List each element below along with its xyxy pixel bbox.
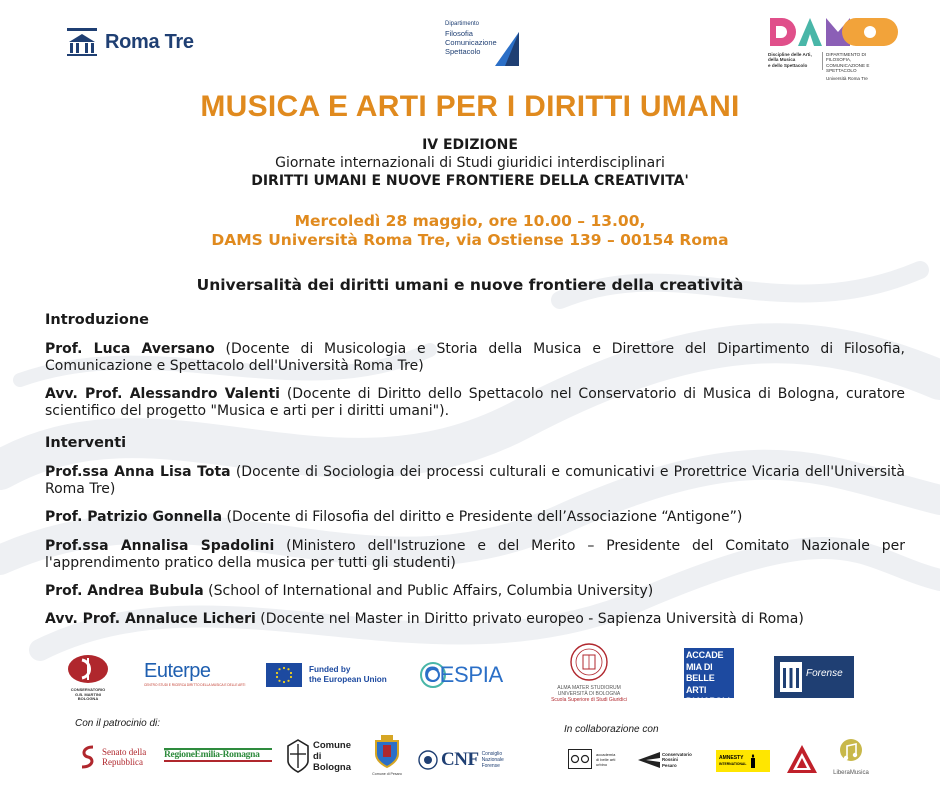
rossini-l2: Rossini [662, 757, 678, 763]
unibo-l2: UNIVERSITÀ DI BOLOGNA [557, 690, 621, 697]
euterpe-text: Euterpe [144, 660, 211, 682]
unibo-l3: Scuola Superiore di Studi Giuridici [551, 696, 627, 703]
comune-bologna-logo [286, 738, 360, 774]
speaker-aversano [45, 341, 905, 375]
patrocinio-label: Con il patrocinio di: [75, 718, 161, 729]
euterpe-logo [144, 660, 246, 694]
speaker-gonnella [45, 509, 905, 526]
unibo-l1: ALMA MATER STUDIORUM [557, 685, 621, 691]
amnesty-l2: INTERNATIONAL [719, 762, 747, 766]
cnf-logo [418, 748, 504, 772]
eu-l1: Funded by [309, 665, 351, 674]
event-line1: Giornate internazionali di Studi giuridici interdisciplinari [275, 155, 665, 171]
event-venue: DAMS Università Roma Tre, via Ostiense 139 – 00154 Roma [211, 231, 729, 249]
speaker-name: Prof.ssa Annalisa Spadolini [45, 538, 275, 554]
dip-label: Dipartimento [445, 21, 480, 27]
rossini-l1: Conservatorio [662, 752, 692, 758]
senato-l1: Senato della [102, 747, 147, 757]
speaker-name: Avv. Prof. Alessandro Valenti [45, 386, 280, 402]
speaker-name: Prof. Patrizio Gonnella [45, 509, 223, 525]
dams-divider [822, 52, 823, 70]
dipartimento-logo [445, 20, 520, 68]
alma-mater-logo [540, 642, 638, 708]
roma-tre-logo [67, 28, 194, 56]
event-date: Mercoledì 28 maggio, ore 10.00 – 13.00, [294, 212, 646, 230]
euterpe-sub: CENTRO STUDI E RICERCA DIRITTO DELLA MUSICA E DELLE ARTI [144, 683, 246, 687]
regione-text: RegioneEmilia-Romagna [164, 750, 260, 760]
dip-triangle-icon [495, 32, 519, 66]
event-line2: DIRITTI UMANI E NUOVE FRONTIERE DELLA CREATIVITA' [251, 173, 689, 189]
accademia-napoli-logo [684, 648, 734, 706]
liberamusica-icon [838, 738, 864, 768]
cnf-emblem-icon [418, 750, 438, 770]
speaker-desc: (Docente nel Master in Diritto privato europeo - Sapienza Università di Roma) [255, 611, 804, 627]
urbino-l1: accademia [596, 751, 616, 757]
speaker-desc: (Docente di Filosofia del diritto e Presidente dell’Associazione “Antigone”) [222, 509, 743, 525]
cespia-logo [418, 660, 506, 690]
senato-logo [78, 742, 158, 772]
unibo-seal-icon [569, 642, 609, 682]
roma-tre-icon [67, 28, 97, 56]
senato-icon [78, 744, 98, 770]
acc-l2: MIA DI [686, 661, 713, 672]
speaker-desc: (Docente di Musicologia e Storia della Musica e Direttore del Dipartimento di Filosofia, Comunicazione e Spettacolo dell'Università Roma Tre) [45, 341, 905, 374]
dip-filosofia: Filosofia [445, 29, 473, 38]
dams-cap-r1: DIPARTIMENTO DI FILOSOFIA, [826, 52, 867, 63]
dams-cap-r2: COMUNICAZIONE E SPETTACOLO [826, 62, 870, 74]
interventi-heading: Interventi [45, 435, 127, 451]
edition: IV EDIZIONE [422, 137, 518, 153]
cons-l1: CONSERVATORIO [70, 687, 106, 692]
antigone-logo [786, 744, 818, 774]
regione-logo [164, 748, 272, 766]
speaker-name: Prof. Luca Aversano [45, 341, 215, 357]
event-title: MUSICA E ARTI PER I DIRITTI UMANI [200, 90, 740, 123]
conservatorio-icon [64, 654, 112, 684]
senato-l2: Repubblica [102, 757, 143, 767]
comune-pesaro-logo [368, 734, 406, 778]
speaker-spadolini [45, 538, 905, 572]
forense-logo [774, 656, 854, 698]
speaker-valenti [45, 386, 905, 420]
cnf-l2: Nazionale [481, 757, 504, 763]
dip-comunicazione: Comunicazione [445, 38, 497, 47]
acc-l3: BELLE ARTI [686, 673, 715, 695]
pesaro-crest-icon [372, 734, 402, 768]
candle-icon [749, 754, 757, 768]
rossini-l3: Pesaro [662, 762, 677, 768]
bologna-crest-icon [286, 739, 310, 773]
antigone-icon [786, 744, 818, 774]
speaker-desc: (School of International and Public Affairs, Columbia University) [203, 583, 654, 599]
speaker-desc: (Docente di Sociologia dei processi culturali e comunicativi e Prorettrice Vicaria dell'Università Roma Tre) [45, 464, 905, 497]
comune-l1: Comune [313, 739, 351, 751]
conservatorio-logo [64, 654, 112, 700]
acc-l1: ACCADE [686, 650, 724, 660]
speaker-name: Avv. Prof. Annaluce Licheri [45, 611, 256, 627]
cnf-l3: Forense [481, 763, 500, 769]
dams-cap-l1: Discipline delle Arti, [768, 52, 812, 57]
dip-spettacolo: Spettacolo [445, 47, 481, 56]
cespia-text: CESPIA [424, 662, 503, 687]
dams-logo [768, 16, 892, 80]
conservatorio-rossini-logo [638, 748, 704, 772]
eu-flag-icon [266, 663, 302, 687]
urbino-l3: urbino [596, 761, 608, 767]
collaborazione-label: In collaborazione con [564, 724, 659, 735]
dams-cap-r3: Università Roma Tre [826, 75, 868, 81]
forense-columns-icon [780, 662, 802, 692]
session-subtitle: Universalità dei diritti umani e nuove frontiere della creatività [196, 276, 744, 294]
rossini-icon [638, 750, 660, 770]
speaker-name: Prof.ssa Anna Lisa Tota [45, 464, 231, 480]
amnesty-logo [716, 750, 770, 772]
speaker-tota [45, 464, 905, 498]
eu-l2: the European Union [309, 675, 387, 684]
liberamusica-text: LiberaMusica [833, 770, 869, 776]
acc-l4: DI NAPOLI [686, 696, 730, 706]
forense-text: Forense [806, 668, 843, 679]
dams-letters-icon [768, 16, 892, 48]
speaker-name: Prof. Andrea Bubula [45, 583, 204, 599]
accademia-urbino-logo [568, 746, 634, 772]
intro-heading: Introduzione [45, 312, 149, 328]
cnf-l1: Consiglio [481, 751, 503, 757]
roma-tre-text: Roma Tre [105, 30, 194, 53]
speaker-desc: (Ministero dell'Istruzione e del Merito – Presidente del Comitato Nazionale per l'apprendimento pratico della musica per tutti gli studenti) [45, 538, 905, 571]
cons-l2: G.B. MARTINI [75, 691, 101, 697]
amnesty-l1: AMNESTY [719, 755, 744, 761]
speaker-licheri [45, 611, 905, 628]
urbino-l2: di belle arti [596, 756, 616, 762]
comune-l2: di Bologna [313, 750, 351, 773]
liberamusica-logo [830, 738, 872, 780]
speaker-bubula [45, 583, 905, 600]
pesaro-text: Comune di Pesaro [372, 772, 402, 776]
dams-cap-l3: e dello Spettacolo [768, 62, 808, 68]
cnf-text: CNF [441, 749, 479, 770]
dams-cap-l2: della Musica [768, 57, 796, 63]
urbino-icon [568, 749, 592, 769]
cons-l3: BOLOGNA [77, 696, 99, 702]
eu-logo [266, 662, 392, 688]
regione-bar-bottom [164, 760, 272, 762]
speaker-desc: (Docente di Diritto dello Spettacolo nel Conservatorio di Musica di Bologna, curatore scientifico del progetto "Musica e arti per i diritti umani"). [45, 386, 905, 419]
